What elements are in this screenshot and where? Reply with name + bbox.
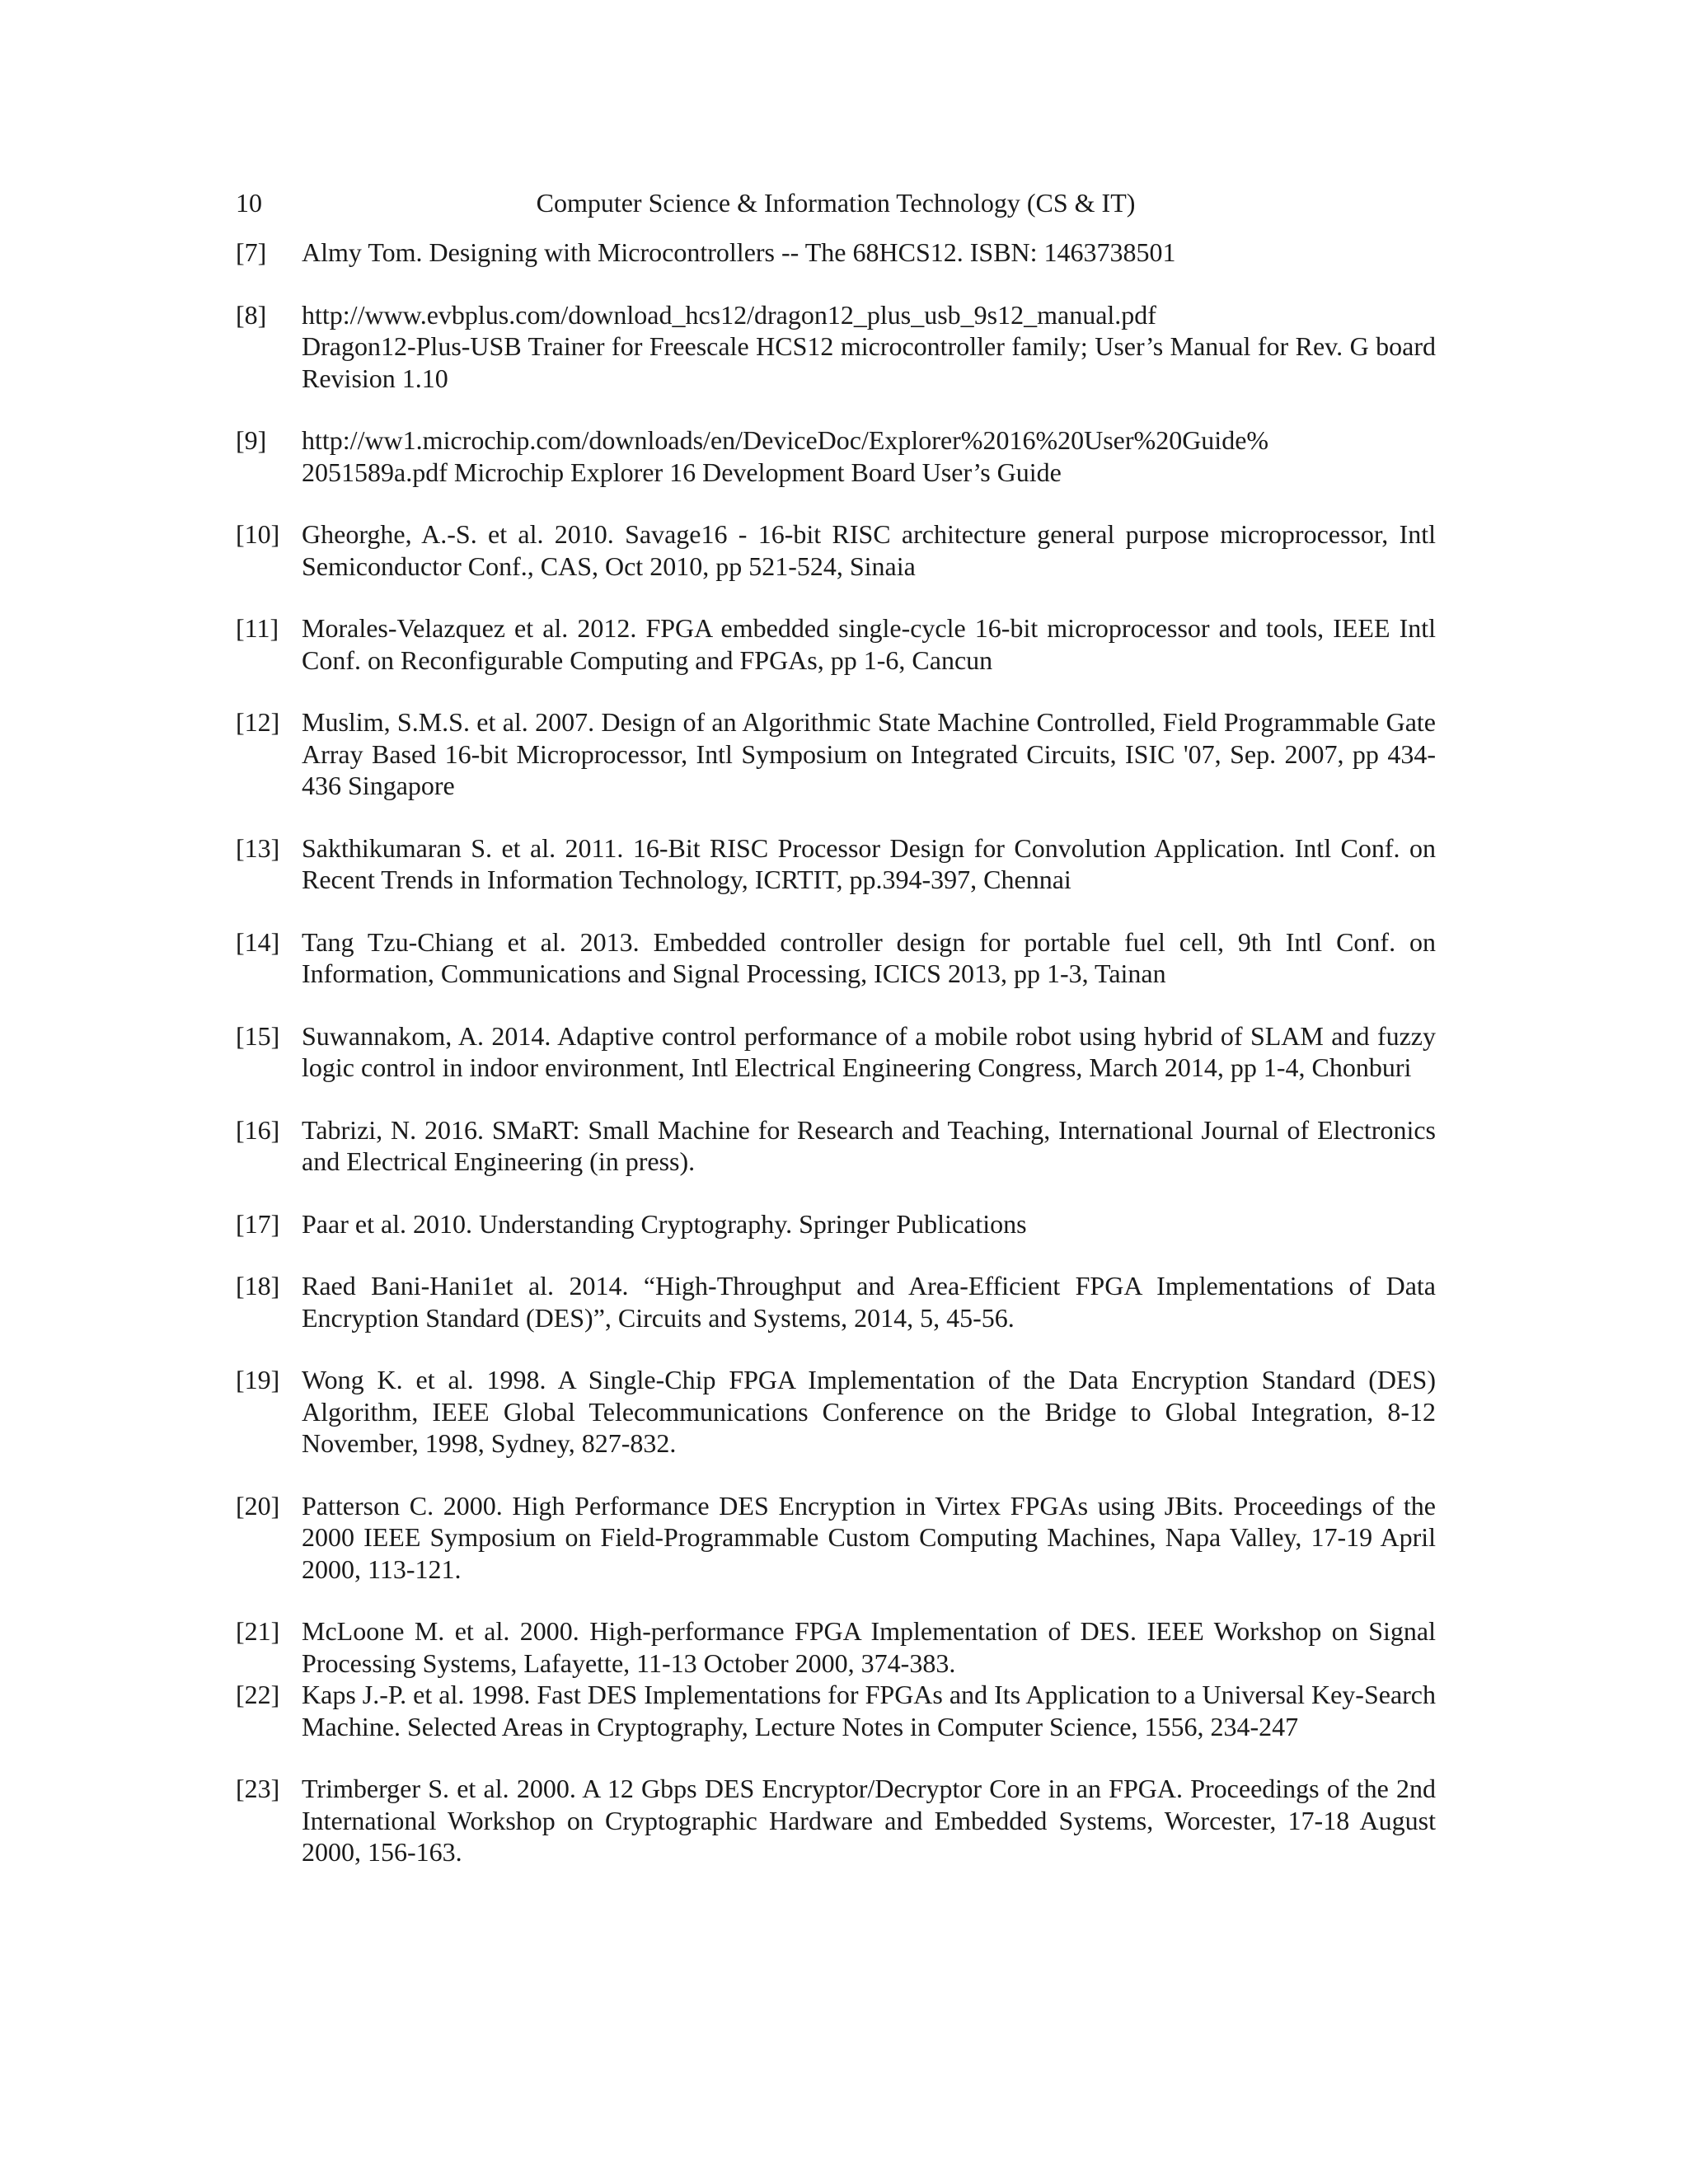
- reference-item-23: [236, 1773, 1436, 1868]
- reference-label: [10]: [236, 519, 280, 549]
- reference-item-15: [236, 1020, 1436, 1084]
- reference-item-17: [236, 1208, 1436, 1240]
- reference-label: [14]: [236, 926, 280, 957]
- reference-text: Tabrizi, N. 2016. SMaRT: Small Machine for Research and Teaching, International Journal of Electronics and Electrical Engineering (in press).: [302, 1114, 1436, 1176]
- reference-description: Dragon12-Plus-USB Trainer for Freescale HCS12 microcontroller family; User’s Manual for Rev. G board Revision 1.10: [302, 331, 1436, 393]
- reference-item-7: [236, 237, 1436, 269]
- page-number: 10: [236, 188, 262, 218]
- reference-text: Paar et al. 2010. Understanding Cryptography. Springer Publications: [302, 1208, 1027, 1239]
- reference-text: Trimberger S. et al. 2000. A 12 Gbps DES Encryptor/Decryptor Core in an FPGA. Proceedings of the 2nd International Workshop on Cryptographic Hardware and Embedded Systems, Worcester, 17-18 August 2000, 156-163.: [302, 1774, 1436, 1867]
- reference-list: [236, 237, 1436, 1899]
- reference-text: Suwannakom, A. 2014. Adaptive control performance of a mobile robot using hybrid of SLAM and fuzzy logic control in indoor environment, Intl Electrical Engineering Congress, March 2014, pp 1-4, Chonburi: [302, 1020, 1436, 1082]
- reference-item-12: [236, 706, 1436, 802]
- reference-text: Gheorghe, A.-S. et al. 2010. Savage16 - 16-bit RISC architecture general purpose microprocessor, Intl Semiconductor Conf., CAS, Oct 2010, pp 521-524, Sinaia: [302, 519, 1436, 581]
- reference-label: [8]: [236, 299, 267, 330]
- page-header: [236, 186, 1436, 219]
- reference-label: [15]: [236, 1020, 280, 1051]
- reference-text: Sakthikumaran S. et al. 2011. 16-Bit RISC Processor Design for Convolution Application. Intl Conf. on Recent Trends in Information Technology, ICRTIT, pp.394-397, Chennai: [302, 832, 1436, 894]
- reference-label: [11]: [236, 613, 279, 643]
- reference-item-14: [236, 926, 1436, 990]
- reference-text: Muslim, S.M.S. et al. 2007. Design of an Algorithmic State Machine Controlled, Field Programmable Gate Array Based 16-bit Microprocessor, Intl Symposium on Integrated Circuits, ISIC '07, Sep. 2007, pp 434-436 Singapore: [302, 707, 1436, 800]
- reference-label: [17]: [236, 1208, 280, 1239]
- reference-item-22: [236, 1679, 1436, 1742]
- reference-item-10: [236, 518, 1436, 582]
- reference-text: Wong K. et al. 1998. A Single-Chip FPGA Implementation of the Data Encryption Standard (DES) Algorithm, IEEE Global Telecommunications Conference on the Bridge to Global Integration, 8-12 November, 1998, Sydney, 827-832.: [302, 1365, 1436, 1458]
- reference-text: Tang Tzu-Chiang et al. 2013. Embedded controller design for portable fuel cell, 9th Intl Conf. on Information, Communications and Signal Processing, ICICS 2013, pp 1-3, Tainan: [302, 926, 1436, 988]
- reference-text: Morales-Velazquez et al. 2012. FPGA embedded single-cycle 16-bit microprocessor and tools, IEEE Intl Conf. on Reconfigurable Computing and FPGAs, pp 1-6, Cancun: [302, 613, 1436, 675]
- reference-label: [23]: [236, 1774, 280, 1803]
- reference-url: http://ww1.microchip.com/downloads/en/DeviceDoc/Explorer%2016%20User%20Guide%: [302, 425, 1269, 455]
- reference-url: http://www.evbplus.com/download_hcs12/dragon12_plus_usb_9s12_manual.pdf: [302, 299, 1156, 330]
- reference-text: [302, 424, 1436, 488]
- reference-label: [16]: [236, 1114, 280, 1145]
- reference-text: McLoone M. et al. 2000. High-performance FPGA Implementation of DES. IEEE Workshop on Signal Processing Systems, Lafayette, 11-13 October 2000, 374-383.: [302, 1616, 1436, 1678]
- reference-label: [18]: [236, 1271, 280, 1301]
- reference-text: Kaps J.-P. et al. 1998. Fast DES Implementations for FPGAs and Its Application to a Universal Key-Search Machine. Selected Areas in Cryptography, Lecture Notes in Computer Science, 1556, 234-247: [302, 1680, 1436, 1741]
- reference-label: [22]: [236, 1680, 280, 1709]
- reference-item-13: [236, 832, 1436, 896]
- reference-item-8: [236, 299, 1436, 395]
- reference-text: Patterson C. 2000. High Performance DES Encryption in Virtex FPGAs using JBits. Proceedings of the 2000 IEEE Symposium on Field-Programmable Custom Computing Machines, Napa Valley, 17-19 April 2000, 113-121.: [302, 1490, 1436, 1584]
- reference-label: [12]: [236, 707, 280, 737]
- reference-item-9: [236, 424, 1436, 488]
- reference-label: [13]: [236, 832, 280, 863]
- reference-description: 2051589a.pdf Microchip Explorer 16 Development Board User’s Guide: [302, 457, 1062, 487]
- reference-text: Raed Bani-Hani1et al. 2014. “High-Throughput and Area-Efficient FPGA Implementations of Data Encryption Standard (DES)”, Circuits and Systems, 2014, 5, 45-56.: [302, 1271, 1436, 1333]
- reference-label: [20]: [236, 1490, 280, 1521]
- reference-item-11: [236, 612, 1436, 676]
- reference-item-16: [236, 1114, 1436, 1178]
- reference-label: [21]: [236, 1616, 280, 1646]
- reference-label: [9]: [236, 425, 267, 455]
- reference-text: Almy Tom. Designing with Microcontrollers -- The 68HCS12. ISBN: 1463738501: [302, 237, 1176, 267]
- reference-item-20: [236, 1490, 1436, 1586]
- reference-label: [19]: [236, 1365, 280, 1394]
- running-title: Computer Science & Information Technology (CS & IT): [536, 188, 1136, 218]
- reference-item-18: [236, 1270, 1436, 1333]
- reference-item-21: [236, 1615, 1436, 1679]
- reference-item-19: [236, 1364, 1436, 1460]
- reference-label: [7]: [236, 237, 267, 267]
- reference-text: [302, 299, 1436, 395]
